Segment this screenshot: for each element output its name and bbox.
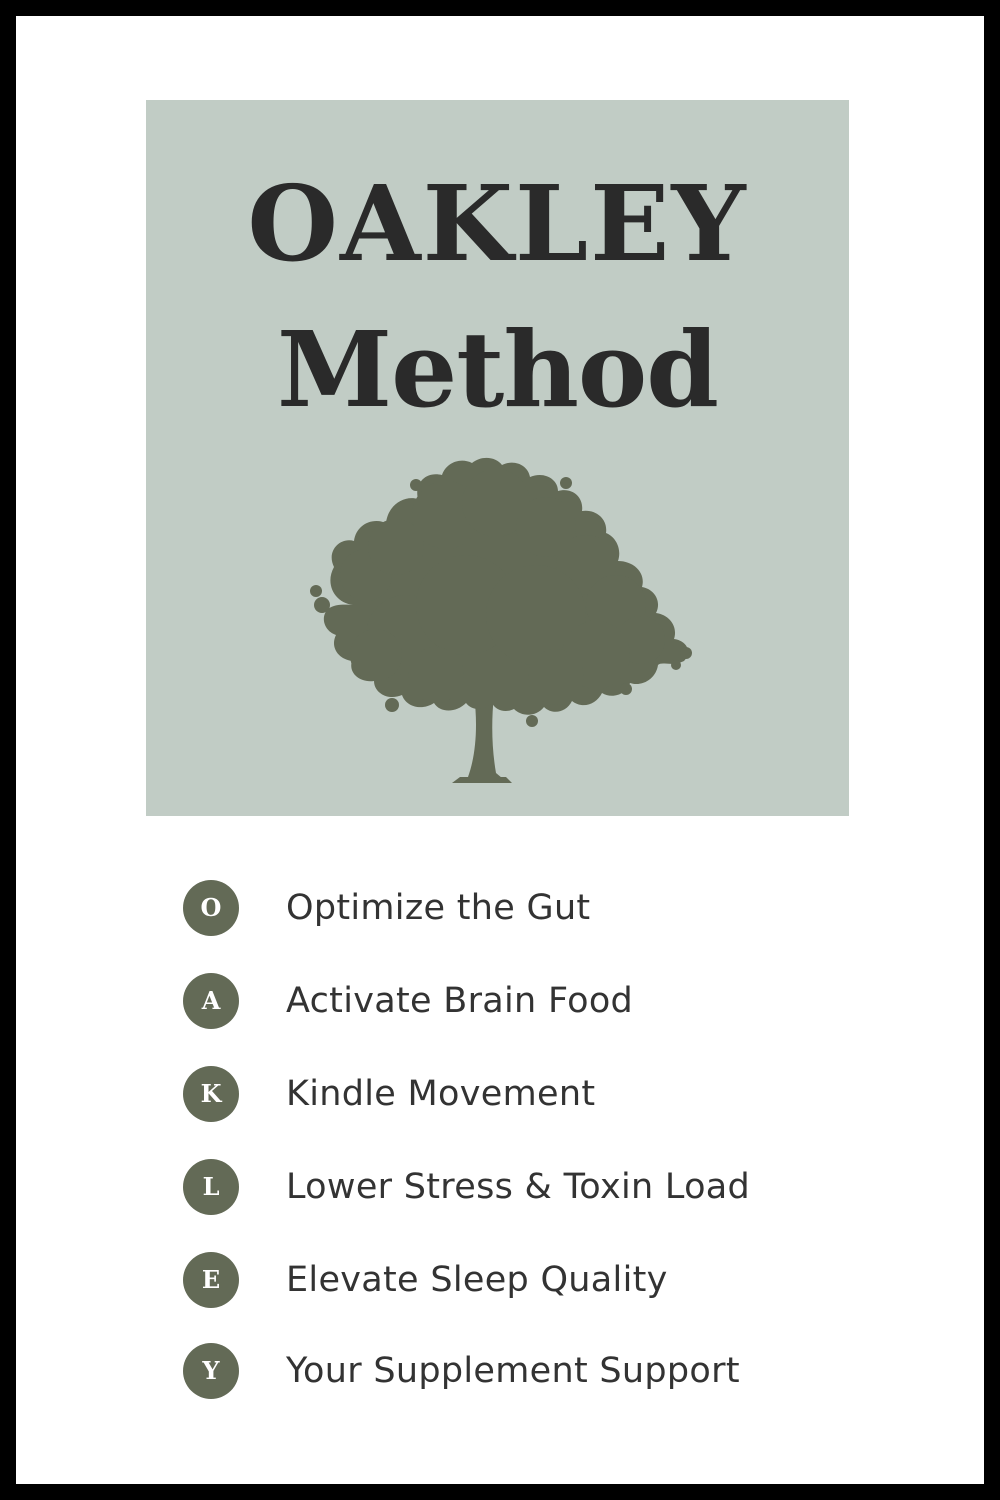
list-item	[183, 880, 883, 936]
page-frame	[16, 16, 984, 1484]
list-item-label: Activate Brain Food	[286, 981, 634, 1021]
title-line-method: Method	[276, 308, 719, 431]
list-item	[183, 1252, 883, 1308]
list-item	[183, 1159, 883, 1215]
list-item-label: Elevate Sleep Quality	[286, 1260, 668, 1300]
list-item-label: Your Supplement Support	[286, 1351, 740, 1391]
letter-badge-o: O	[183, 880, 239, 936]
letter-badge-e: E	[183, 1252, 239, 1308]
list-item	[183, 973, 883, 1029]
letter-badge-l: L	[183, 1159, 239, 1215]
title-line-oakley: OAKLEY	[247, 162, 748, 285]
list-item	[183, 1343, 883, 1399]
list-item-label: Kindle Movement	[286, 1074, 596, 1114]
list-item-label: Optimize the Gut	[286, 888, 591, 928]
list-item-label: Lower Stress & Toxin Load	[286, 1167, 751, 1207]
hero-panel	[146, 100, 849, 816]
oak-tree-icon	[296, 455, 696, 790]
letter-badge-k: K	[183, 1066, 239, 1122]
letter-badge-y: Y	[183, 1343, 239, 1399]
list-item	[183, 1066, 883, 1122]
letter-badge-a: A	[183, 973, 239, 1029]
